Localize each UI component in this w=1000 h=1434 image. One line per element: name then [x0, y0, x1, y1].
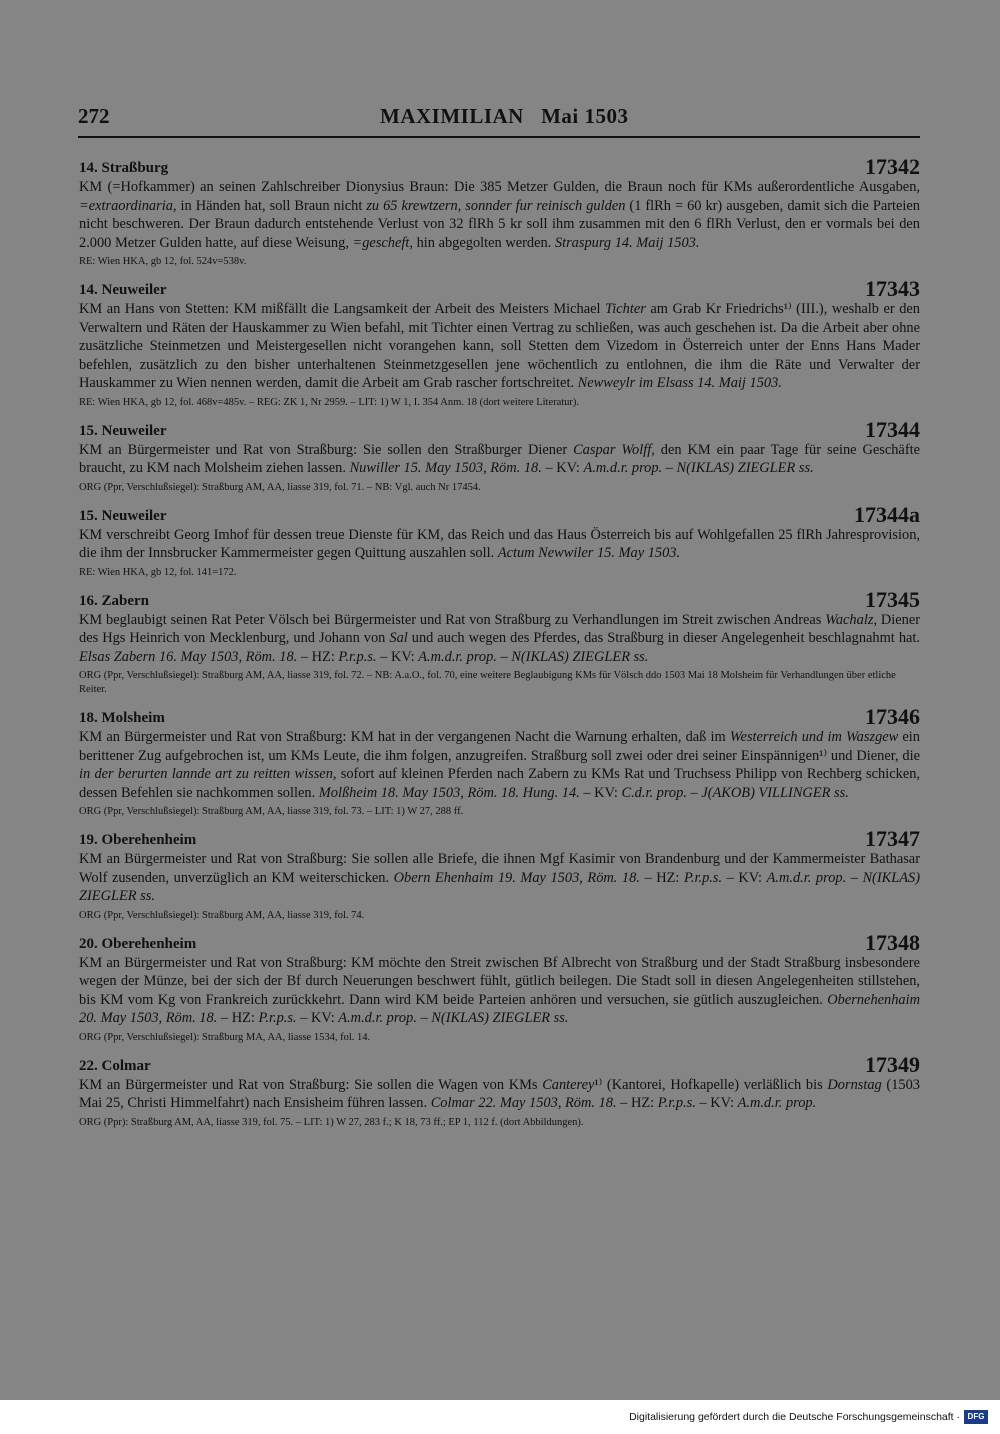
entry-text	[79, 441, 920, 478]
text-run: – KV:	[376, 648, 419, 665]
text-run: – KV:	[722, 869, 767, 886]
regest-entry	[79, 155, 920, 269]
entry-date-place: 22. Colmar	[79, 1057, 151, 1074]
text-run: , den KM ein paar Tage für seine Geschäfte braucht, zu KM nach Molsheim ziehen lassen.	[79, 441, 920, 476]
italic-quote: Westerreich und im Waszgew	[729, 729, 899, 745]
entry-number: 17348	[865, 929, 920, 955]
italic-quote: P.r.p.s.	[338, 648, 377, 665]
text-run: ¹⁾ (Kantorei, Hofkapelle) verläßlich bis	[594, 1076, 828, 1093]
text-run: (1 flRh = 60 kr) ausgeben, damit sich die Parteien nicht beschweren. Der Braun dadurch entstehende Verlust von 32 flRh 5 kr soll ihm zusammen mit den 6 flRh Verlust, den er vormals bei den 2.000 Metzer Gulden hatte, auf diese Weisung,	[79, 197, 920, 251]
text-run: , hin abgegolten werden.	[409, 234, 555, 251]
entry-date-place: 19. Oberehenheim	[79, 832, 197, 848]
text-run: – HZ:	[217, 1010, 259, 1026]
regest-entry	[79, 588, 920, 698]
italic-quote: Elsas Zabern 16. May 1503, Röm. 18.	[79, 648, 298, 665]
entry-date-place: 16. Zabern	[79, 592, 150, 609]
entry-source-reference: ORG (Ppr, Verschlußsiegel): Straßburg AM, AA, liasse 319, fol. 71. – NB: Vgl. auch Nr 17454.	[79, 481, 481, 493]
text-run: ein berittener Zug aufgebrochen ist, um KMs Leute, die ihm folgen, anzugreifen. Straßburg soll zwei oder drei seiner Einspännigen¹⁾ und Diener, die	[79, 729, 921, 764]
entry-heading	[79, 503, 920, 526]
text-run: , Diener des Hgs Heinrich von Mecklenburg, und Johann von	[79, 611, 921, 646]
italic-quote: Canterey	[542, 1076, 595, 1093]
entry-heading	[79, 705, 920, 728]
page-number: 272	[78, 104, 110, 128]
text-run: KM an Bürgermeister und Rat von Straßburg: Sie sollen den Straßburger Diener	[79, 441, 574, 458]
entry-date-place: 15. Neuweiler	[79, 422, 167, 439]
italic-quote: Actum Newwiler 15. May 1503.	[497, 545, 681, 561]
text-run: und auch wegen des Pferdes, das Straßburg in dieser Angelegenheit beschlagnahmt hat.	[407, 630, 920, 646]
text-run: am Grab Kr Friedrichs¹⁾ (III.), weshalb er den Verwaltern und Räten der Hauskammer zu Wien befahl, mit Tichter einen Vertrag zu schließen, was auch geschehen ist. Da die Arbeit aber ohne zusätzliche Steinmetzen und Meistergesellen nicht vorangehen kann, soll Stetten dem Vizedom in Österreich unter der Enns Hans Mader befehlen, zusätzlich zu den bisher unterhaltenen Steinmetzgesellen jene wöchentlich zu entlohnen, die ihm die Räte und Verwalter der Hauskammer zu Wien nennen werden, damit die Arbeit am Grab rascher fortschreitet.	[79, 301, 920, 391]
entry-heading	[79, 1053, 920, 1076]
entry-source-reference: RE: Wien HKA, gb 12, fol. 141=172.	[79, 566, 237, 578]
funding-credit: Digitalisierung gefördert durch die Deutsche Forschungsgemeinschaft ·	[629, 1411, 960, 1423]
entry-heading	[79, 418, 920, 441]
text-run: – HZ:	[616, 1095, 658, 1111]
entry-number: 17346	[865, 704, 920, 729]
running-title: MAXIMILIAN Mai 1503	[380, 104, 629, 128]
entry-source-reference: ORG (Ppr, Verschlußsiegel): Straßburg MA, AA, liasse 1534, fol. 14.	[79, 1031, 371, 1043]
italic-quote: in der berurten lannde art zu reitten wissen	[79, 766, 333, 782]
italic-quote: Wachalz	[825, 611, 874, 628]
entry-date-place: 20. Oberehenheim	[79, 935, 197, 952]
entry-heading	[79, 588, 920, 611]
entry-text	[79, 526, 920, 563]
italic-quote: Obern Ehenhaim 19. May 1503, Röm. 18.	[393, 869, 640, 886]
entry-source-reference: RE: Wien HKA, gb 12, fol. 524v=538v.	[79, 256, 247, 267]
italic-quote: P.r.p.s.	[657, 1095, 696, 1111]
text-run: – HZ:	[297, 648, 339, 665]
entry-source-reference: ORG (Ppr, Verschlußsiegel): Straßburg AM, AA, liasse 319, fol. 74.	[79, 909, 365, 921]
entry-source-reference: RE: Wien HKA, gb 12, fol. 468v=485v. – REG: ZK 1, Nr 2959. – LIT: 1) W 1, I. 354 Anm. 18 (dort weitere Literatur).	[79, 396, 580, 408]
text-run: – KV:	[296, 1010, 339, 1026]
text-run: KM (=Hofkammer) an seinen Zahlschreiber Dionysius Braun: Die 385 Metzer Gulden, die Braun noch für KMs außerordentliche Ausgaben,	[79, 179, 920, 195]
text-run: KM an Bürgermeister und Rat von Straßburg: KM hat in der vergangenen Nacht die Warnung erhalten, daß im	[79, 729, 730, 745]
entry-number: 17349	[865, 1051, 920, 1077]
italic-quote: Colmar 22. May 1503, Röm. 18.	[430, 1095, 617, 1111]
regest-entry	[79, 1053, 920, 1130]
italic-quote: P.r.p.s.	[683, 869, 723, 886]
entry-date-place: 18. Molsheim	[79, 710, 165, 726]
text-run: – KV:	[579, 784, 622, 801]
italic-quote: Caspar Wolff	[573, 441, 652, 458]
entry-number: 17347	[865, 826, 920, 851]
italic-quote: Obernehenhaim 20. May 1503, Röm. 18.	[79, 991, 920, 1026]
text-run: – KV:	[541, 460, 584, 476]
entry-source-reference: ORG (Ppr, Verschlußsiegel): Straßburg AM, AA, liasse 319, fol. 72. – NB: A.a.O., fol. 70, eine weitere Beglaubigung KMs für Völsch ddo 1503 Mai 18 Molsheim für Verhandlungen über etliche Reiter.	[79, 670, 896, 695]
italic-quote: Nuwiller 15. May 1503, Röm. 18.	[349, 460, 542, 476]
entry-heading	[79, 277, 920, 300]
italic-quote: zu 65 krewtzern, sonnder fur reinisch gulden	[366, 197, 626, 214]
entry-text	[79, 1076, 920, 1113]
italic-quote: =gescheft	[352, 234, 410, 251]
text-run: , in Händen hat, soll Braun nicht	[172, 197, 367, 214]
page-header	[78, 104, 920, 136]
entry-heading	[79, 931, 920, 954]
entry-text	[79, 611, 920, 667]
italic-quote: A.m.d.r. prop. – N(IKLAS) ZIEGLER ss.	[79, 869, 921, 904]
text-run: , sofort auf kleinen Pferden nach Zabern zu KMs Rat und Truchsess Philipp von Rechberg schicken, dessen Befehlen sie nachkommen sollen.	[79, 766, 920, 801]
entry-number: 17342	[865, 154, 920, 179]
entry-number: 17345	[865, 586, 920, 612]
regest-entry	[79, 503, 920, 580]
entry-heading	[79, 827, 920, 850]
italic-quote: A.m.d.r. prop.	[737, 1095, 817, 1111]
italic-quote: C.d.r. prop. – J(AKOB) VILLINGER ss.	[621, 784, 849, 801]
italic-quote: Straspurg 14. Maij 1503.	[554, 234, 700, 251]
italic-quote: A.m.d.r. prop. – N(IKLAS) ZIEGLER ss.	[418, 648, 649, 665]
text-run: – HZ:	[639, 869, 684, 886]
entry-date-place: 14. Straßburg	[79, 160, 169, 176]
text-run: KM beglaubigt seinen Rat Peter Völsch bei Bürgermeister und Rat von Straßburg zu Verhandlungen im Streit zwischen Andreas	[79, 611, 826, 628]
text-run: KM an Hans von Stetten: KM mißfällt die Langsamkeit der Arbeit des Meisters Michael	[79, 301, 606, 317]
regest-entry	[79, 418, 920, 495]
italic-quote: Molßheim 18. May 1503, Röm. 18. Hung. 14.	[318, 784, 580, 801]
footer-bar	[0, 1400, 1000, 1434]
entry-source-reference: ORG (Ppr, Verschlußsiegel): Straßburg AM, AA, liasse 319, fol. 73. – LIT: 1) W 27, 288 ff.	[79, 806, 464, 817]
italic-quote: A.m.d.r. prop. – N(IKLAS) ZIEGLER ss.	[583, 460, 814, 476]
entry-text	[79, 300, 920, 393]
regest-entry	[79, 277, 920, 410]
regest-entry	[79, 931, 920, 1045]
entry-text	[79, 850, 920, 906]
dfg-logo: DFG	[964, 1410, 988, 1424]
italic-quote: P.r.p.s.	[258, 1010, 297, 1026]
italic-quote: =extraordinaria	[79, 197, 173, 214]
italic-quote: Newweylr im Elsass 14. Maij 1503.	[577, 375, 782, 391]
entry-number: 17344	[865, 416, 920, 442]
italic-quote: Sal	[389, 630, 408, 646]
entry-text	[79, 728, 920, 802]
italic-quote: A.m.d.r. prop. – N(IKLAS) ZIEGLER ss.	[338, 1010, 569, 1026]
entry-date-place: 15. Neuweiler	[79, 507, 167, 524]
entry-number: 17343	[865, 276, 920, 301]
text-run: KM an Bürgermeister und Rat von Straßburg: KM möchte den Streit zwischen Bf Albrecht von Straßburg und der Stadt Straßburg insbesondere wegen der Münze, bei der sich der Bf durch Neuerungen beschwert fühlt, gütlich beilegen. Die Stadt soll in diesen Angelegenheiten stillstehen, bis KM vom Kg von Frankreich zurückkehrt. Dann wird KM beide Parteien anhören und versuchen, sie gütlich auszugleichen.	[79, 954, 920, 1008]
text-run: KM an Bürgermeister und Rat von Straßburg: Sie sollen alle Briefe, die ihnen Mgf Kasimir von Brandenburg und der Kammermeister Bathasar Wolf zusenden, unverzüglich an KM weiterschicken.	[79, 851, 920, 886]
entry-text	[79, 954, 920, 1028]
text-run: KM an Bürgermeister und Rat von Straßburg: Sie sollen die Wagen von KMs	[79, 1076, 543, 1093]
italic-quote: Tichter	[605, 301, 646, 317]
regest-entry	[79, 827, 920, 923]
entry-text	[79, 178, 920, 252]
regest-entry	[79, 705, 920, 819]
text-run: (1503 Mai 25, Christi Himmelfahrt) nach Ensisheim führen lassen.	[79, 1076, 920, 1111]
text-run: KM verschreibt Georg Imhof für dessen treue Dienste für KM, das Reich und das Haus Österreich bis auf Wohlgefallen 25 flRh Jahresprovision, die ihm der Innsbrucker Kammermeister gegen Quittung auszahlen soll.	[79, 526, 920, 561]
text-run: – KV:	[695, 1095, 738, 1111]
regest-list	[79, 155, 920, 1138]
entry-heading	[79, 155, 920, 178]
entry-number: 17344a	[854, 501, 920, 527]
header-rule	[78, 136, 920, 138]
entry-source-reference: ORG (Ppr): Straßburg AM, AA, liasse 319, fol. 75. – LIT: 1) W 27, 283 f.; K 18, 73 ff.; EP 1, 112 f. (dort Abbildungen).	[79, 1116, 584, 1128]
italic-quote: Dornstag	[827, 1076, 882, 1093]
entry-date-place: 14. Neuweiler	[79, 282, 167, 298]
